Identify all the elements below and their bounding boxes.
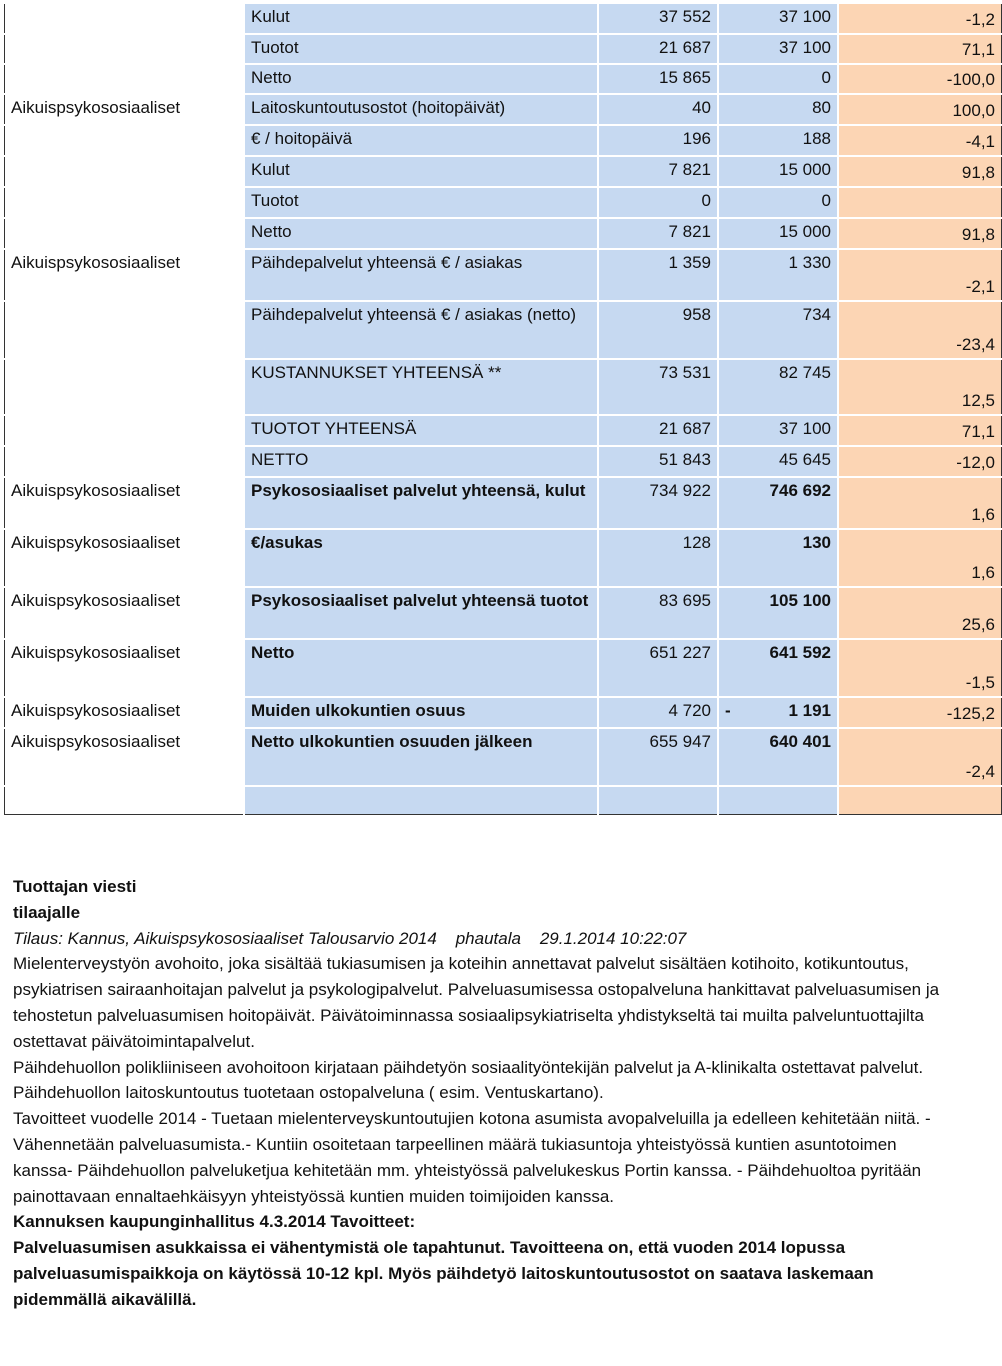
value-2014-cell-text: 1 191 <box>788 701 831 720</box>
item-cell <box>244 301 598 359</box>
table-row <box>5 301 1002 359</box>
change-percent-cell <box>838 639 1002 697</box>
item-cell <box>244 697 598 728</box>
value-2013-cell-text: 73 531 <box>659 363 711 382</box>
group-cell <box>5 125 245 156</box>
change-percent-cell-text: -100,0 <box>946 70 995 89</box>
change-percent-cell <box>838 446 1002 477</box>
value-2014-cell-text: 45 645 <box>779 450 831 469</box>
value-2014-cell <box>718 587 838 639</box>
item-cell <box>244 218 598 249</box>
value-2014-cell <box>718 529 838 587</box>
change-percent-cell <box>838 34 1002 64</box>
value-2014-cell-text: 37 100 <box>779 419 831 438</box>
value-2013-cell-text: 734 922 <box>649 481 711 500</box>
value-2013-cell-text: 7 821 <box>668 160 711 179</box>
council-heading: Kannuksen kaupunginhallitus 4.3.2014 Tavoitteet: <box>13 1212 416 1232</box>
value-2014-cell-text: 746 692 <box>769 481 831 500</box>
value-2013-cell-text: 651 227 <box>649 643 711 662</box>
change-percent-cell <box>838 529 1002 587</box>
message-heading <box>13 874 953 926</box>
value-2013-cell <box>598 34 718 64</box>
change-percent-cell <box>838 187 1002 218</box>
item-cell-text: KUSTANNUKSET YHTEENSÄ ** <box>251 363 502 382</box>
value-2013-cell <box>598 786 718 814</box>
change-percent-cell-text: -2,4 <box>965 762 995 781</box>
change-percent-cell <box>838 359 1002 415</box>
item-cell <box>244 477 598 529</box>
group-cell <box>5 218 245 249</box>
value-2014-cell <box>718 156 838 187</box>
value-2013-cell <box>598 94 718 125</box>
value-2013-cell <box>598 301 718 359</box>
change-percent-cell-text: 91,8 <box>961 163 995 182</box>
item-cell-text: Netto <box>251 68 292 87</box>
group-cell <box>5 728 245 786</box>
value-2013-cell-text: 40 <box>692 98 711 117</box>
value-2014-cell-text: 1 330 <box>788 253 831 272</box>
group-cell-text: Aikuispsykososiaaliset <box>11 253 181 272</box>
value-2014-cell-text: 734 <box>802 305 831 324</box>
value-2014-cell <box>718 301 838 359</box>
value-2013-cell-text: 21 687 <box>659 38 711 57</box>
message-paragraph: Päihdehuollon laitoskuntoutus tuotetaan ostopalveluna ( esim. Ventuskartano). <box>13 1083 604 1103</box>
item-cell <box>244 125 598 156</box>
group-cell-text: Aikuispsykososiaaliset <box>11 591 181 610</box>
value-2013-cell <box>598 249 718 301</box>
value-2013-cell <box>598 218 718 249</box>
item-cell <box>244 587 598 639</box>
change-percent-cell <box>838 477 1002 529</box>
group-cell <box>5 359 245 415</box>
item-cell-text: TUOTOT YHTEENSÄ <box>251 419 417 438</box>
item-cell-text: Psykososiaaliset palvelut yhteensä tuotot <box>251 591 589 610</box>
value-2013-cell <box>598 728 718 786</box>
item-cell-text: Päihdepalvelut yhteensä € / asiakas <box>251 253 523 272</box>
value-2013-cell-text: 83 695 <box>659 591 711 610</box>
value-2013-cell <box>598 125 718 156</box>
item-cell <box>244 64 598 94</box>
item-cell-text: Päihdepalvelut yhteensä € / asiakas (netto) <box>251 305 577 324</box>
value-2013-cell-text: 4 720 <box>668 701 711 720</box>
change-percent-cell <box>838 218 1002 249</box>
message-paragraph: Mielenterveystyön avohoito, joka sisältää tukiasumisen ja koteihin annettavat palvelut sisältäen kotihoito, kotikuntoutus, psykiatrisen sairaanhoitajan palvelut ja psykologipalvelut. Palveluasumisessa ostopalveluna hankittavat palveluasumisen ja tehostetun palveluasumisen hoitopäivät. Päivätoiminnassa sosiaalipsykiatriselta yhdistykseltä tai muilta palveluntuottajilta ostettavat päivätoimintapalvelut. <box>13 954 940 1051</box>
change-percent-cell-text: -125,2 <box>946 704 995 723</box>
value-2013-cell-text: 51 843 <box>659 450 711 469</box>
item-cell <box>244 446 598 477</box>
item-cell-text: Netto <box>251 643 295 662</box>
table-row <box>5 697 1002 728</box>
value-2013-cell <box>598 477 718 529</box>
value-2013-cell-text: 128 <box>682 533 711 552</box>
value-2014-cell <box>718 64 838 94</box>
group-cell-text: Aikuispsykososiaaliset <box>11 732 181 751</box>
change-percent-cell <box>838 4 1002 34</box>
table-row <box>5 94 1002 125</box>
item-cell-text: Muiden ulkokuntien osuus <box>251 701 466 720</box>
value-2014-cell-text: 37 100 <box>779 38 831 57</box>
change-percent-cell-text: -2,1 <box>965 277 995 296</box>
value-2014-cell-text: 0 <box>821 68 831 87</box>
item-cell <box>244 249 598 301</box>
value-2014-cell-text: 15 000 <box>779 160 831 179</box>
value-2014-cell <box>718 4 838 34</box>
value-2014-cell <box>718 728 838 786</box>
value-2013-cell-text: 21 687 <box>659 419 711 438</box>
item-cell-text: € / hoitopäivä <box>251 129 353 148</box>
table-row <box>5 639 1002 697</box>
value-2014-cell <box>718 415 838 446</box>
item-cell <box>244 415 598 446</box>
value-2014-cell <box>718 446 838 477</box>
group-cell <box>5 64 245 94</box>
change-percent-cell-text: 1,6 <box>971 563 995 582</box>
item-cell-text: NETTO <box>251 450 309 469</box>
value-2014-cell <box>718 249 838 301</box>
group-cell <box>5 249 245 301</box>
value-2014-cell-text: 37 100 <box>779 7 831 26</box>
value-2014-cell <box>718 125 838 156</box>
value-2014-cell-text: 105 100 <box>769 591 831 610</box>
change-percent-cell-text: -4,1 <box>965 132 995 151</box>
change-percent-cell-text: 71,1 <box>961 40 995 59</box>
table-row <box>5 415 1002 446</box>
value-2013-cell <box>598 156 718 187</box>
table-row <box>5 728 1002 786</box>
value-2014-cell-text: 15 000 <box>779 222 831 241</box>
table-row <box>5 249 1002 301</box>
change-percent-cell <box>838 94 1002 125</box>
change-percent-cell <box>838 64 1002 94</box>
minus-sign: - <box>725 701 731 720</box>
table-row <box>5 529 1002 587</box>
council-text: Palveluasumisen asukkaissa ei vähentymistä ole tapahtunut. Tavoitteena on, että vuoden 2014 lopussa palveluasumispaikkoja on käytössä 10-12 kpl. Myös päihdetyö laitoskuntoutusostot on saatava laskemaan pidemmällä aikavälillä. <box>13 1238 874 1309</box>
value-2013-cell <box>598 4 718 34</box>
table-row <box>5 446 1002 477</box>
group-cell-text: Aikuispsykososiaaliset <box>11 98 181 117</box>
value-2013-cell-text: 37 552 <box>659 7 711 26</box>
value-2014-cell-text: 640 401 <box>769 732 831 751</box>
group-cell <box>5 697 245 728</box>
table-row <box>5 587 1002 639</box>
group-cell <box>5 446 245 477</box>
table-row <box>5 218 1002 249</box>
table-row <box>5 4 1002 34</box>
table-row <box>5 359 1002 415</box>
group-cell <box>5 587 245 639</box>
item-cell <box>244 529 598 587</box>
group-cell <box>5 415 245 446</box>
value-2013-cell <box>598 587 718 639</box>
value-2013-cell-text: 7 821 <box>668 222 711 241</box>
item-cell-text: Laitoskuntoutusostot (hoitopäivät) <box>251 98 506 117</box>
value-2013-cell <box>598 415 718 446</box>
group-cell-text: Aikuispsykososiaaliset <box>11 533 181 552</box>
item-cell <box>244 728 598 786</box>
value-2013-cell <box>598 697 718 728</box>
budget-table <box>4 4 1002 815</box>
change-percent-cell <box>838 301 1002 359</box>
order-line: Tilaus: Kannus, Aikuispsykososiaaliset Talousarvio 2014 phautala 29.1.2014 10:22:07 <box>13 928 687 948</box>
change-percent-cell <box>838 249 1002 301</box>
value-2014-cell <box>718 34 838 64</box>
value-2013-cell <box>598 64 718 94</box>
message-paragraph: Tavoitteet vuodelle 2014 - Tuetaan mielenterveyskuntoutujien kotona asumista avopalveluilla ja edelleen kehitetään niitä. - Vähennetään palveluasumista.- Kuntiin osoitetaan tarpeellinen määrä tukiasuntoja yhteistyössä kuntien asuntotoimen kanssa- Päihdehuollon palveluketjua kehitetään mm. yhteistyössä palvelukeskus Portin kanssa. - Päihdehuoltoa pyritään painottavaan ennaltaehkäisyyn yhteistyössä kuntien muiden toimijoiden kanssa. <box>13 1109 931 1206</box>
change-percent-cell-text: 12,5 <box>961 391 995 410</box>
change-percent-cell <box>838 156 1002 187</box>
item-cell-text: Netto ulkokuntien osuuden jälkeen <box>251 732 533 751</box>
item-cell-text: €/asukas <box>251 533 323 552</box>
item-cell <box>244 187 598 218</box>
change-percent-cell-text: -1,2 <box>965 10 995 29</box>
item-cell <box>244 34 598 64</box>
value-2013-cell <box>598 639 718 697</box>
change-percent-cell <box>838 125 1002 156</box>
change-percent-cell <box>838 697 1002 728</box>
value-2014-cell-text: 80 <box>812 98 831 117</box>
value-2013-cell-text: 655 947 <box>649 732 711 751</box>
change-percent-cell-text: -12,0 <box>956 453 995 472</box>
value-2013-cell-text: 15 865 <box>659 68 711 87</box>
change-percent-cell-text: 1,6 <box>971 505 995 524</box>
table-row <box>5 786 1002 814</box>
item-cell-text: Tuotot <box>251 191 299 210</box>
value-2014-cell <box>718 639 838 697</box>
group-cell <box>5 786 245 814</box>
group-cell <box>5 94 245 125</box>
item-cell-text: Kulut <box>251 160 290 179</box>
message-heading-line2: tilaajalle <box>13 902 81 922</box>
change-percent-cell-text: 71,1 <box>961 422 995 441</box>
change-percent-cell <box>838 786 1002 814</box>
change-percent-cell <box>838 415 1002 446</box>
item-cell <box>244 359 598 415</box>
value-2013-cell <box>598 529 718 587</box>
item-cell <box>244 94 598 125</box>
value-2013-cell-text: 958 <box>682 305 711 324</box>
item-cell <box>244 4 598 34</box>
group-cell <box>5 187 245 218</box>
value-2014-cell <box>718 786 838 814</box>
value-2014-cell-text: 130 <box>802 533 831 552</box>
group-cell <box>5 4 245 34</box>
change-percent-cell-text: -23,4 <box>956 335 995 354</box>
item-cell-text: Psykososiaaliset palvelut yhteensä, kulut <box>251 481 586 500</box>
value-2014-cell <box>718 697 838 728</box>
item-cell <box>244 786 598 814</box>
change-percent-cell-text: 91,8 <box>961 225 995 244</box>
message-heading-line1: Tuottajan viesti <box>13 877 137 896</box>
group-cell <box>5 156 245 187</box>
change-percent-cell <box>838 728 1002 786</box>
table-row <box>5 125 1002 156</box>
table-row <box>5 64 1002 94</box>
value-2014-cell-text: 82 745 <box>779 363 831 382</box>
value-2013-cell <box>598 446 718 477</box>
value-2014-cell <box>718 218 838 249</box>
group-cell-text: Aikuispsykososiaaliset <box>11 701 181 720</box>
group-cell <box>5 477 245 529</box>
value-2014-cell <box>718 477 838 529</box>
group-cell <box>5 529 245 587</box>
change-percent-cell <box>838 587 1002 639</box>
group-cell <box>5 639 245 697</box>
value-2014-cell-text: 641 592 <box>769 643 831 662</box>
item-cell-text: Tuotot <box>251 38 299 57</box>
producer-message <box>13 874 953 1313</box>
change-percent-cell-text: 25,6 <box>961 615 995 634</box>
change-percent-cell-text: -1,5 <box>965 673 995 692</box>
value-2013-cell <box>598 187 718 218</box>
value-2013-cell <box>598 359 718 415</box>
value-2013-cell-text: 1 359 <box>668 253 711 272</box>
item-cell <box>244 156 598 187</box>
table-row <box>5 156 1002 187</box>
value-2013-cell-text: 196 <box>682 129 711 148</box>
group-cell <box>5 34 245 64</box>
value-2014-cell-text: 188 <box>802 129 831 148</box>
value-2013-cell-text: 0 <box>701 191 711 210</box>
table-row <box>5 187 1002 218</box>
value-2014-cell <box>718 94 838 125</box>
value-2014-cell <box>718 187 838 218</box>
table-row <box>5 477 1002 529</box>
group-cell <box>5 301 245 359</box>
item-cell-text: Kulut <box>251 7 290 26</box>
value-2014-cell <box>718 359 838 415</box>
change-percent-cell-text: 100,0 <box>952 101 995 120</box>
budget-table-body <box>5 4 1002 814</box>
value-2014-cell-text: 0 <box>821 191 831 210</box>
group-cell-text: Aikuispsykososiaaliset <box>11 643 181 662</box>
message-paragraph: Päihdehuollon polikliiniseen avohoitoon kirjataan päihdetyön sosiaalityöntekijän palvelut ja A-klinikalta ostettavat palvelut. <box>13 1057 924 1077</box>
group-cell-text: Aikuispsykososiaaliset <box>11 481 181 500</box>
item-cell <box>244 639 598 697</box>
item-cell-text: Netto <box>251 222 292 241</box>
table-row <box>5 34 1002 64</box>
